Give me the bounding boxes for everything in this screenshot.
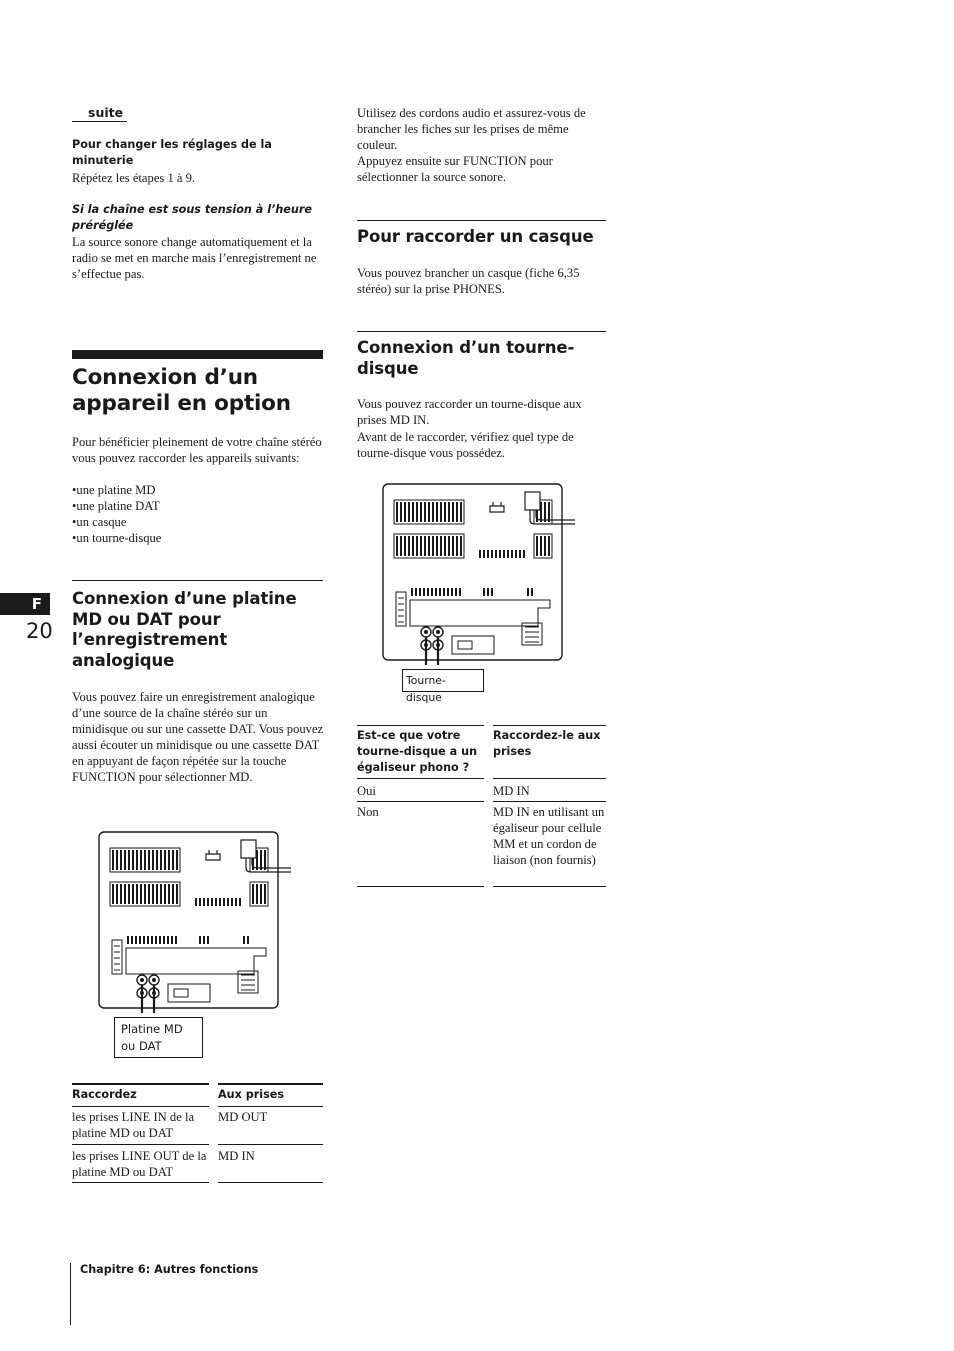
timer-settings-text: Répétez les étapes 1 à 9. [72,171,196,185]
table-row: les prises LINE OUT de la platine MD ou DAT [72,1149,207,1180]
headphones-heading: Pour raccorder un casque [357,227,594,246]
table-header-connect-to: Raccordez-le aux prises [493,729,601,758]
table-row: Oui [357,784,376,798]
table-rule [493,801,606,802]
table-row: MD IN [493,784,530,798]
power-on-text: La source sonore change automatiquement et la radio se met en marche mais l’enregistrement ne s’effectue pas. [72,235,317,282]
table-rule [72,1144,209,1145]
table-row: MD OUT [218,1110,268,1124]
turntable-device-label: Tourne-disque [402,669,484,692]
turntable-text: Vous pouvez raccorder un tourne-disque aux prises MD IN. [357,397,582,428]
turntable-check-text: Avant de le raccorder, vérifiez quel type de tourne-disque vous possédez. [357,430,574,461]
table-row: Non [357,805,379,819]
table-top-rule [357,725,484,726]
language-tab: F [0,593,50,615]
list-item: •une platine MD [72,483,156,497]
md-dat-device-label: Platine MD ou DAT [114,1017,203,1058]
table-bottom-rule [493,886,606,887]
table-rule [72,1106,209,1107]
headphones-text: Vous pouvez brancher un casque (fiche 6,35 stéréo) sur la prise PHONES. [357,266,580,297]
section-rule [357,220,606,221]
list-item: •un casque [72,515,127,530]
table-top-rule [72,1083,209,1085]
function-text: Appuyez ensuite sur FUNCTION pour sélectionner la source sonore. [357,154,553,185]
table-bottom-rule [72,1182,209,1183]
section-rule [72,580,323,581]
turntable-heading: Connexion d’un tourne-disque [357,338,575,378]
suite-underline [72,121,127,122]
page-title: Connexion d’un appareil en option [72,365,291,416]
section-rule [357,331,606,332]
table-header-phono-eq: Est-ce que votre tourne-disque a un égaliseur phono ? [357,729,478,774]
md-dat-connection-illustration [96,828,296,1014]
table-rule [357,778,484,779]
timer-settings-heading: Pour changer les réglages de la minuterie [72,138,272,167]
list-item: •une platine DAT [72,499,160,514]
table-top-rule [218,1083,323,1085]
table-header-jacks: Aux prises [218,1088,284,1101]
power-on-heading: Si la chaîne est sous tension à l’heure préréglée [72,203,312,232]
turntable-connection-illustration [380,480,580,666]
intro-text: Pour bénéficier pleinement de votre chaîne stéréo vous pouvez raccorder les appareils suivants: [72,435,322,466]
md-dat-heading: Connexion d’une platine MD ou DAT pour l’enregistrement analogique [72,589,297,670]
section-continued-label: suite [88,105,124,120]
table-top-rule [493,725,606,726]
table-rule [357,801,484,802]
page-number: 20 [26,619,53,643]
table-rule [218,1144,323,1145]
table-row: MD IN [218,1149,255,1163]
audio-cords-text: Utilisez des cordons audio et assurez-vous de brancher les fiches sur les prises de même couleur. [357,106,586,153]
device-list [72,482,324,546]
chapter-title-bar [72,350,323,359]
footer-vertical-rule [70,1263,71,1325]
table-row: MD IN en utilisant un égaliseur pour cellule MM et un cordon de liaison (non fournis) [493,805,605,868]
table-rule [493,778,606,779]
table-bottom-rule [218,1182,323,1183]
table-rule [218,1106,323,1107]
table-row: les prises LINE IN de la platine MD ou DAT [72,1110,195,1141]
table-bottom-rule [357,886,484,887]
table-header-connect: Raccordez [72,1088,137,1101]
chapter-footer: Chapitre 6: Autres fonctions [80,1263,259,1276]
list-item: •un tourne-disque [72,531,162,546]
md-dat-text: Vous pouvez faire un enregistrement analogique d’une source de la chaîne stéréo sur un minidisque ou sur une cassette DAT. Vous pouvez aussi écouter un minidisque ou une cassette DAT en appuyant de façon répétée sur la touche FUNCTION pour sélectionner MD. [72,690,324,785]
